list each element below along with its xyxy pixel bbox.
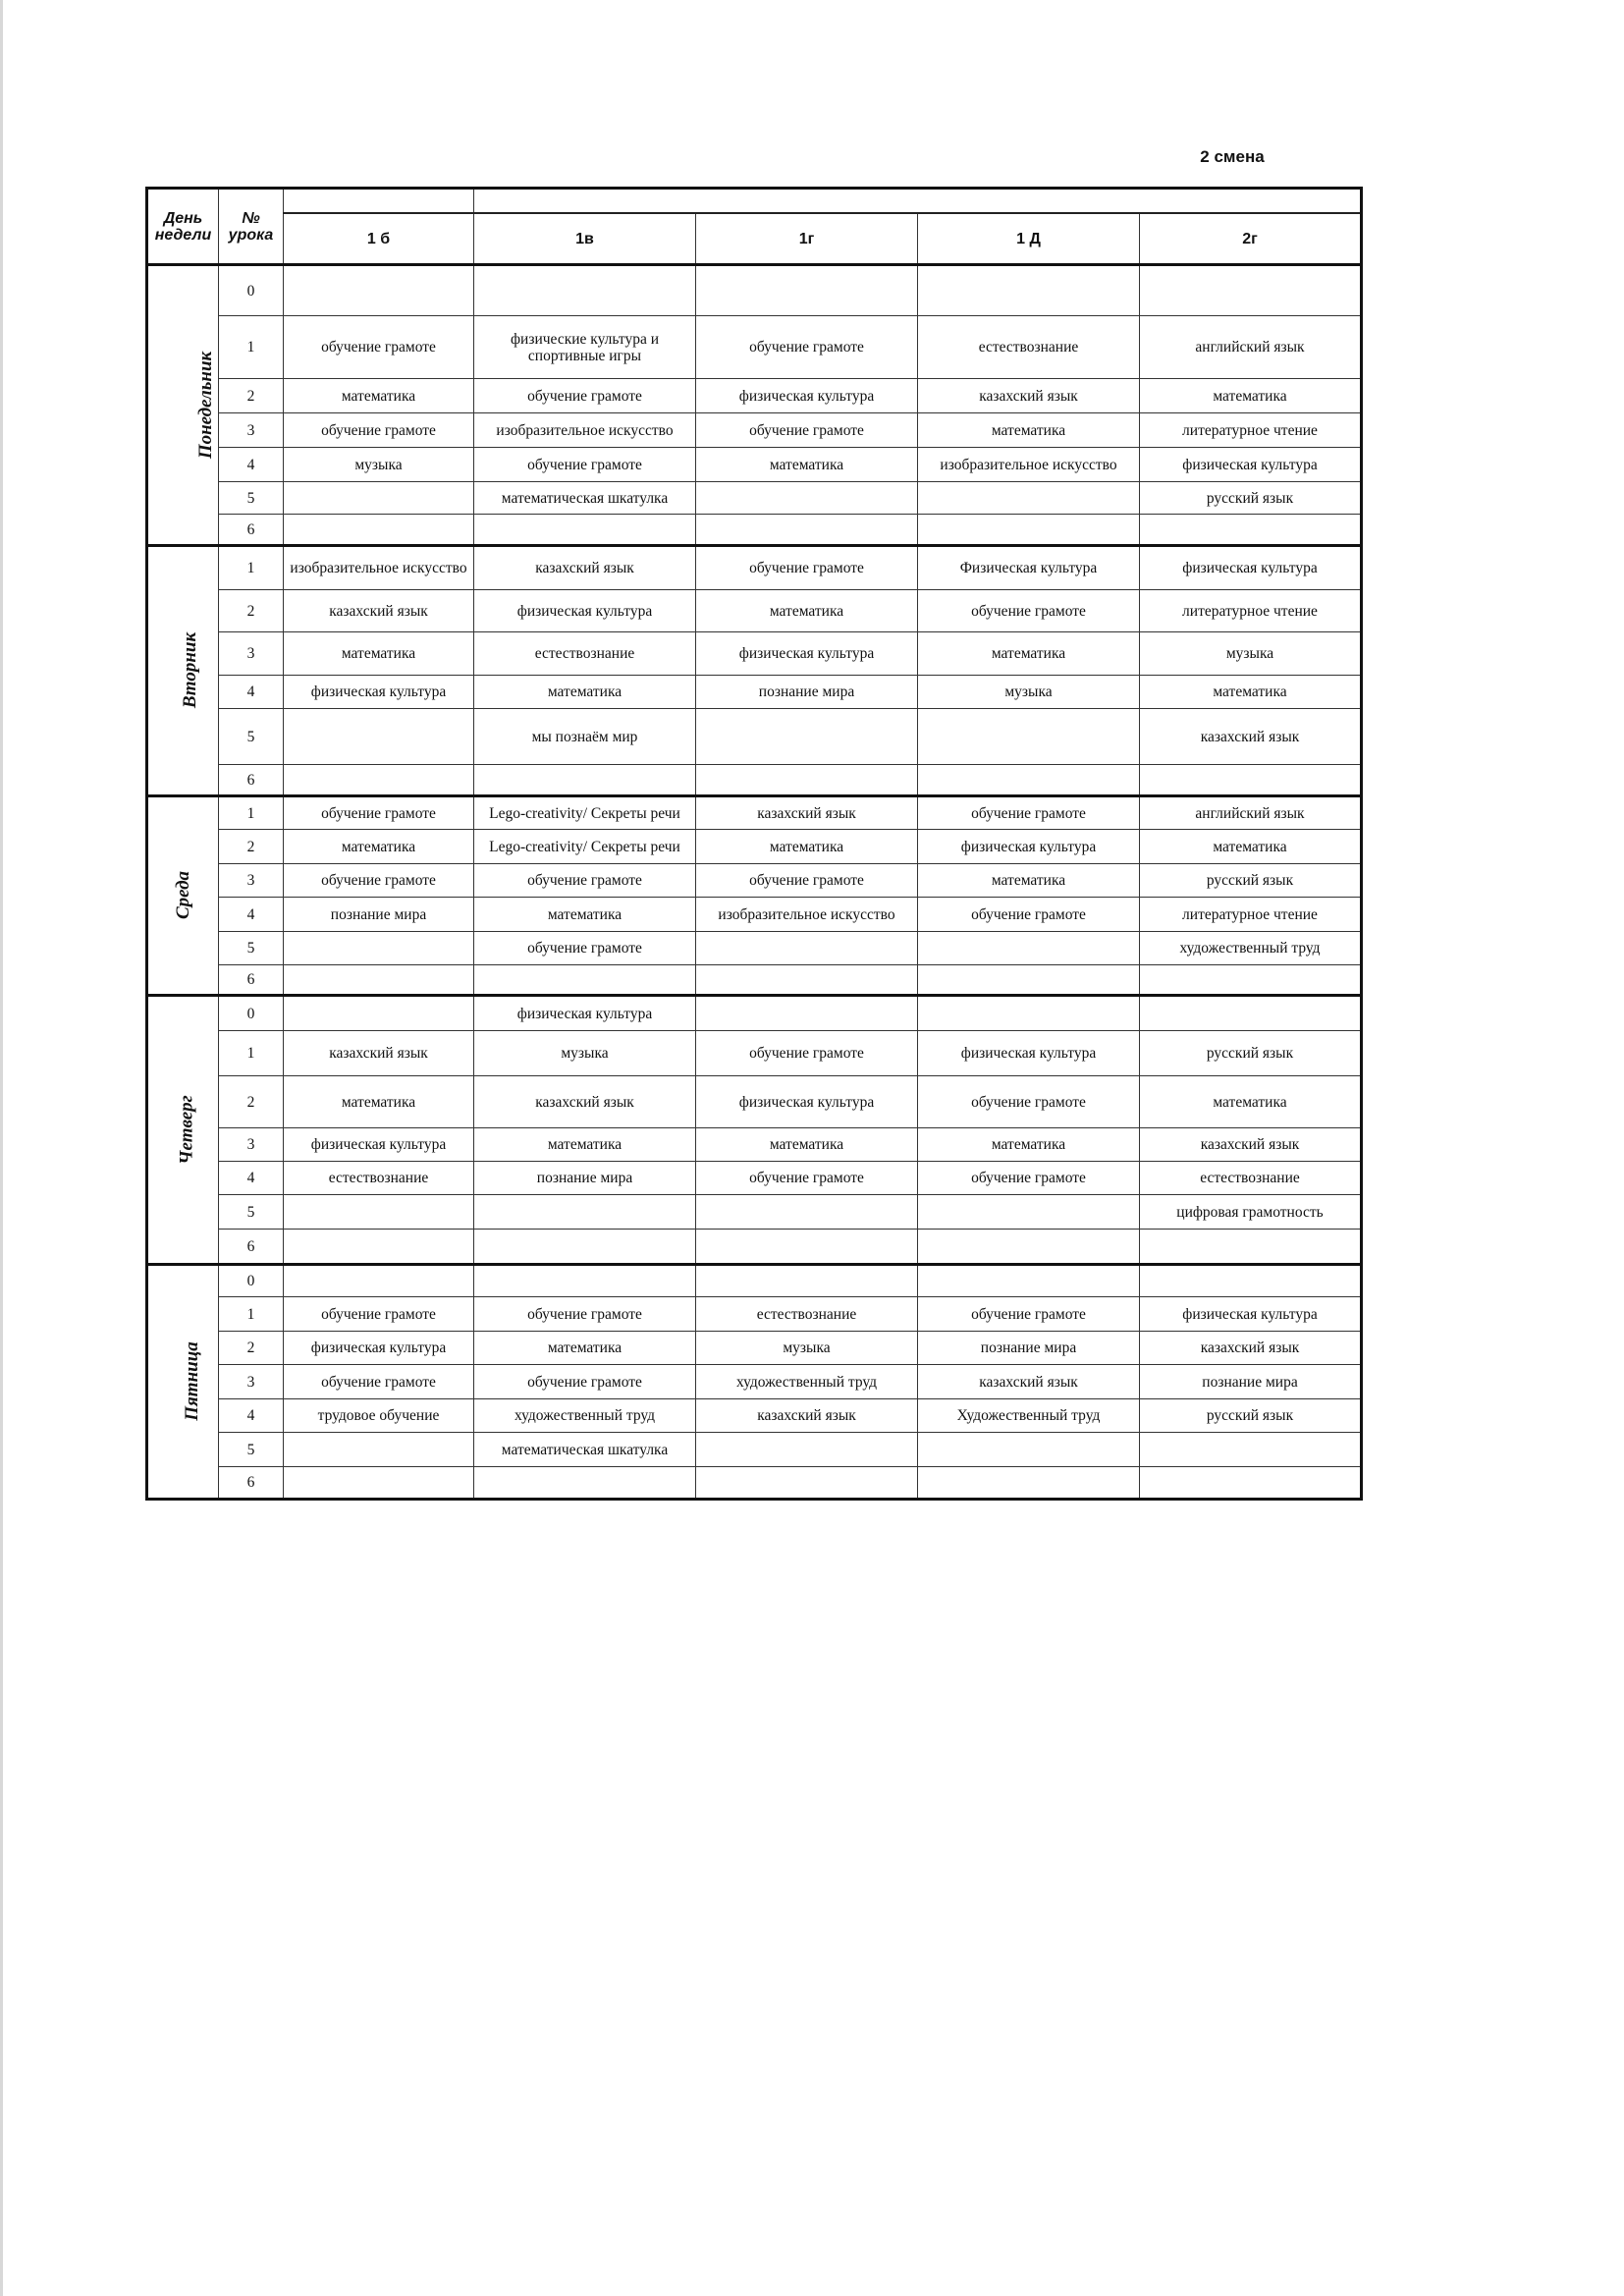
lesson-row (147, 996, 1362, 1031)
subject-cell: познание мира (474, 1162, 696, 1195)
subject-cell: художественный труд (1140, 932, 1362, 965)
subject-cell: изобразительное искусство (696, 898, 918, 932)
subject-cell: физическая культура (474, 996, 696, 1031)
header-strip-row (147, 189, 1362, 214)
subject-cell (696, 265, 918, 316)
lesson-number: 6 (219, 515, 284, 546)
subject-cell (474, 1230, 696, 1265)
subject-cell (474, 1467, 696, 1500)
day-name: Четверг (176, 1094, 197, 1165)
lesson-number: 3 (219, 413, 284, 448)
subject-cell: Физическая культура (918, 546, 1140, 590)
class-header: 1 Д (918, 213, 1140, 265)
class-header: 1г (696, 213, 918, 265)
lesson-row (147, 1265, 1362, 1297)
subject-cell: казахский язык (1140, 709, 1362, 765)
subject-cell: математика (696, 448, 918, 482)
subject-cell (696, 1195, 918, 1230)
lesson-number: 4 (219, 1399, 284, 1433)
lesson-number: 6 (219, 965, 284, 996)
subject-cell (918, 932, 1140, 965)
subject-cell: математика (474, 1332, 696, 1365)
lesson-row (147, 413, 1362, 448)
subject-cell (1140, 265, 1362, 316)
subject-cell: обучение грамоте (284, 796, 474, 830)
subject-cell (474, 265, 696, 316)
subject-cell: физическая культура (474, 590, 696, 632)
subject-cell: физическая культура (1140, 448, 1362, 482)
header-strip-cell (284, 189, 474, 214)
subject-cell (1140, 1230, 1362, 1265)
schedule-body (147, 189, 1362, 1500)
lesson-row (147, 1195, 1362, 1230)
subject-cell (284, 1195, 474, 1230)
subject-cell: Lego-creativity/ Секреты речи (474, 830, 696, 864)
subject-cell (918, 1433, 1140, 1467)
subject-cell: русский язык (1140, 1399, 1362, 1433)
subject-cell: математика (284, 632, 474, 676)
subject-cell: математика (1140, 379, 1362, 413)
lesson-number: 2 (219, 830, 284, 864)
lesson-row (147, 864, 1362, 898)
subject-cell (918, 1467, 1140, 1500)
lesson-row (147, 1230, 1362, 1265)
subject-cell (284, 709, 474, 765)
subject-cell (696, 709, 918, 765)
lesson-number: 6 (219, 1230, 284, 1265)
subject-cell: казахский язык (696, 796, 918, 830)
subject-cell: обучение грамоте (474, 1297, 696, 1332)
subject-cell: математика (284, 830, 474, 864)
lesson-row (147, 932, 1362, 965)
lesson-number: 4 (219, 898, 284, 932)
lesson-number: 1 (219, 546, 284, 590)
subject-cell (696, 1467, 918, 1500)
subject-cell: музыка (918, 676, 1140, 709)
subject-cell: математическая шкатулка (474, 1433, 696, 1467)
day-label-cell (147, 265, 219, 546)
lesson-row (147, 316, 1362, 379)
lesson-row (147, 1399, 1362, 1433)
subject-cell: обучение грамоте (696, 413, 918, 448)
lesson-row (147, 1297, 1362, 1332)
header-strip-cell (474, 189, 1362, 214)
subject-cell (1140, 965, 1362, 996)
subject-cell: естествознание (284, 1162, 474, 1195)
lesson-row (147, 515, 1362, 546)
subject-cell: математика (918, 632, 1140, 676)
lesson-row (147, 676, 1362, 709)
header-row (147, 213, 1362, 265)
lesson-row (147, 265, 1362, 316)
subject-cell: обучение грамоте (284, 1297, 474, 1332)
lesson-number: 2 (219, 1076, 284, 1128)
lesson-row (147, 709, 1362, 765)
schedule-table (145, 187, 1363, 1501)
subject-cell: математика (918, 1128, 1140, 1162)
subject-cell: музыка (284, 448, 474, 482)
subject-cell: математика (284, 379, 474, 413)
subject-cell (474, 1265, 696, 1297)
subject-cell: художественный труд (696, 1365, 918, 1399)
subject-cell (284, 1265, 474, 1297)
subject-cell: физическая культура (284, 1332, 474, 1365)
subject-cell: обучение грамоте (696, 316, 918, 379)
subject-cell: казахский язык (474, 1076, 696, 1128)
lesson-row (147, 796, 1362, 830)
lesson-row (147, 482, 1362, 515)
subject-cell: казахский язык (1140, 1128, 1362, 1162)
subject-cell: познание мира (1140, 1365, 1362, 1399)
subject-cell (696, 482, 918, 515)
subject-cell: казахский язык (284, 590, 474, 632)
subject-cell (696, 515, 918, 546)
subject-cell: трудовое обучение (284, 1399, 474, 1433)
lesson-row (147, 765, 1362, 796)
subject-cell: обучение грамоте (918, 898, 1140, 932)
subject-cell: математика (918, 864, 1140, 898)
subject-cell: математика (474, 676, 696, 709)
subject-cell (918, 996, 1140, 1031)
lesson-number-header: № урока (219, 189, 284, 265)
subject-cell (696, 996, 918, 1031)
lesson-row (147, 1162, 1362, 1195)
lesson-number: 6 (219, 765, 284, 796)
lesson-row (147, 1467, 1362, 1500)
subject-cell: Художественный труд (918, 1399, 1140, 1433)
subject-cell: математика (1140, 1076, 1362, 1128)
subject-cell (918, 709, 1140, 765)
subject-cell: естествознание (1140, 1162, 1362, 1195)
subject-cell (284, 265, 474, 316)
subject-cell: обучение грамоте (284, 413, 474, 448)
subject-cell (918, 482, 1140, 515)
subject-cell (918, 265, 1140, 316)
subject-cell (918, 1265, 1140, 1297)
day-label-cell (147, 796, 219, 996)
subject-cell (918, 965, 1140, 996)
subject-cell: обучение грамоте (284, 316, 474, 379)
lesson-row (147, 1332, 1362, 1365)
lesson-row (147, 830, 1362, 864)
subject-cell (918, 1195, 1140, 1230)
subject-cell (284, 1467, 474, 1500)
class-header: 1 б (284, 213, 474, 265)
lesson-row (147, 546, 1362, 590)
day-name: Понедельник (195, 351, 217, 459)
subject-cell: обучение грамоте (918, 1076, 1140, 1128)
subject-cell: обучение грамоте (918, 1162, 1140, 1195)
subject-cell: обучение грамоте (696, 1162, 918, 1195)
subject-cell: обучение грамоте (696, 864, 918, 898)
subject-cell: обучение грамоте (696, 546, 918, 590)
subject-cell (474, 515, 696, 546)
subject-cell (918, 1230, 1140, 1265)
subject-cell: математика (1140, 676, 1362, 709)
day-label-cell (147, 996, 219, 1265)
subject-cell: художественный труд (474, 1399, 696, 1433)
subject-cell: литературное чтение (1140, 898, 1362, 932)
subject-cell: физическая культура (1140, 1297, 1362, 1332)
lesson-row (147, 1433, 1362, 1467)
subject-cell: естествознание (696, 1297, 918, 1332)
subject-cell: музыка (1140, 632, 1362, 676)
subject-cell: физическая культура (696, 632, 918, 676)
subject-cell: обучение грамоте (474, 864, 696, 898)
lesson-row (147, 965, 1362, 996)
subject-cell: познание мира (918, 1332, 1140, 1365)
subject-cell (918, 765, 1140, 796)
subject-cell: обучение грамоте (918, 796, 1140, 830)
lesson-number: 3 (219, 1365, 284, 1399)
subject-cell (696, 1433, 918, 1467)
day-name: Среда (173, 870, 193, 920)
lesson-row (147, 1031, 1362, 1076)
subject-cell: естествознание (918, 316, 1140, 379)
subject-cell: музыка (474, 1031, 696, 1076)
subject-cell (696, 932, 918, 965)
subject-cell: физическая культура (1140, 546, 1362, 590)
subject-cell (1140, 996, 1362, 1031)
subject-cell: казахский язык (284, 1031, 474, 1076)
subject-cell: обучение грамоте (918, 590, 1140, 632)
lesson-number: 3 (219, 1128, 284, 1162)
subject-cell (284, 965, 474, 996)
subject-cell (1140, 1265, 1362, 1297)
day-name: Пятница (181, 1341, 202, 1421)
subject-cell: казахский язык (918, 379, 1140, 413)
lesson-number: 5 (219, 709, 284, 765)
subject-cell: естествознание (474, 632, 696, 676)
subject-cell (474, 1195, 696, 1230)
subject-cell: казахский язык (474, 546, 696, 590)
lesson-number: 5 (219, 482, 284, 515)
subject-cell: русский язык (1140, 864, 1362, 898)
lesson-number: 1 (219, 316, 284, 379)
class-header: 2г (1140, 213, 1362, 265)
subject-cell: музыка (696, 1332, 918, 1365)
subject-cell (284, 996, 474, 1031)
subject-cell (696, 765, 918, 796)
subject-cell: литературное чтение (1140, 590, 1362, 632)
lesson-number: 0 (219, 996, 284, 1031)
subject-cell: обучение грамоте (474, 932, 696, 965)
lesson-number: 4 (219, 676, 284, 709)
subject-cell: мы познаём мир (474, 709, 696, 765)
lesson-number: 1 (219, 1297, 284, 1332)
subject-cell: обучение грамоте (474, 379, 696, 413)
lesson-row (147, 448, 1362, 482)
lesson-row (147, 1128, 1362, 1162)
lesson-number: 5 (219, 932, 284, 965)
subject-cell: математика (918, 413, 1140, 448)
subject-cell: обучение грамоте (696, 1031, 918, 1076)
lesson-number: 2 (219, 590, 284, 632)
lesson-row (147, 632, 1362, 676)
subject-cell: физическая культура (696, 1076, 918, 1128)
subject-cell (284, 1433, 474, 1467)
lesson-number: 2 (219, 1332, 284, 1365)
subject-cell: математика (696, 1128, 918, 1162)
lesson-number: 1 (219, 796, 284, 830)
subject-cell: обучение грамоте (918, 1297, 1140, 1332)
subject-cell: изобразительное искусство (474, 413, 696, 448)
lesson-number: 3 (219, 864, 284, 898)
subject-cell: казахский язык (696, 1399, 918, 1433)
subject-cell (474, 765, 696, 796)
lesson-number: 5 (219, 1195, 284, 1230)
lesson-number: 1 (219, 1031, 284, 1076)
subject-cell: физическая культура (284, 676, 474, 709)
subject-cell: Lego-creativity/ Секреты речи (474, 796, 696, 830)
subject-cell: обучение грамоте (284, 864, 474, 898)
subject-cell: цифровая грамотность (1140, 1195, 1362, 1230)
subject-cell (284, 765, 474, 796)
lesson-row (147, 590, 1362, 632)
subject-cell: математика (474, 898, 696, 932)
lesson-number: 5 (219, 1433, 284, 1467)
scan-edge (0, 0, 3, 2296)
subject-cell: математическая шкатулка (474, 482, 696, 515)
subject-cell: казахский язык (918, 1365, 1140, 1399)
subject-cell: обучение грамоте (474, 448, 696, 482)
subject-cell (1140, 1467, 1362, 1500)
subject-cell (918, 515, 1140, 546)
lesson-number: 3 (219, 632, 284, 676)
subject-cell: математика (284, 1076, 474, 1128)
subject-cell (474, 965, 696, 996)
shift-label: 2 смена (1200, 147, 1265, 166)
subject-cell (284, 482, 474, 515)
lesson-number: 0 (219, 265, 284, 316)
subject-cell: физические культура и спортивные игры (474, 316, 696, 379)
subject-cell: английский язык (1140, 316, 1362, 379)
subject-cell: обучение грамоте (474, 1365, 696, 1399)
subject-cell: изобразительное искусство (918, 448, 1140, 482)
day-header: День недели (147, 189, 219, 265)
subject-cell: физическая культура (696, 379, 918, 413)
subject-cell: казахский язык (1140, 1332, 1362, 1365)
subject-cell: познание мира (284, 898, 474, 932)
lesson-number: 6 (219, 1467, 284, 1500)
subject-cell: литературное чтение (1140, 413, 1362, 448)
day-label-cell (147, 1265, 219, 1500)
subject-cell (284, 515, 474, 546)
lesson-row (147, 379, 1362, 413)
lesson-number: 0 (219, 1265, 284, 1297)
subject-cell (284, 932, 474, 965)
subject-cell: русский язык (1140, 1031, 1362, 1076)
day-name: Вторник (180, 631, 201, 709)
lesson-row (147, 1365, 1362, 1399)
subject-cell: математика (696, 830, 918, 864)
subject-cell: английский язык (1140, 796, 1362, 830)
lesson-number: 4 (219, 1162, 284, 1195)
subject-cell: математика (1140, 830, 1362, 864)
subject-cell (696, 965, 918, 996)
subject-cell: физическая культура (918, 1031, 1140, 1076)
subject-cell: русский язык (1140, 482, 1362, 515)
subject-cell (696, 1230, 918, 1265)
subject-cell (696, 1265, 918, 1297)
subject-cell (1140, 515, 1362, 546)
subject-cell: изобразительное искусство (284, 546, 474, 590)
subject-cell (1140, 1433, 1362, 1467)
day-label-cell (147, 546, 219, 796)
subject-cell: физическая культура (918, 830, 1140, 864)
lesson-number: 2 (219, 379, 284, 413)
subject-cell: математика (696, 590, 918, 632)
subject-cell: обучение грамоте (284, 1365, 474, 1399)
subject-cell (1140, 765, 1362, 796)
class-header: 1в (474, 213, 696, 265)
lesson-row (147, 1076, 1362, 1128)
subject-cell: математика (474, 1128, 696, 1162)
lesson-row (147, 898, 1362, 932)
subject-cell: физическая культура (284, 1128, 474, 1162)
lesson-number: 4 (219, 448, 284, 482)
subject-cell: познание мира (696, 676, 918, 709)
subject-cell (284, 1230, 474, 1265)
